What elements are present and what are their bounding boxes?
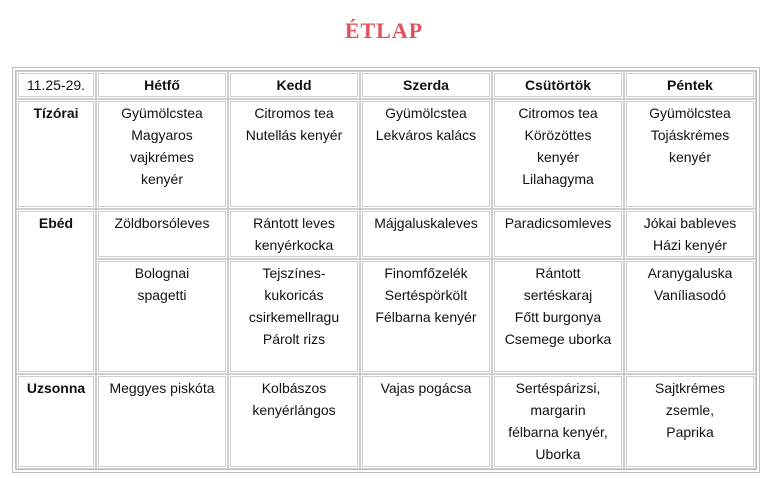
- meal-row-ebed-soup: [16, 209, 756, 259]
- menu-item-line: Sajtkrémes: [654, 380, 726, 396]
- menu-cell: [492, 374, 624, 469]
- menu-item-line: margarin: [530, 402, 586, 418]
- menu-item-line: spagetti: [137, 287, 187, 303]
- menu-cell: [360, 374, 492, 469]
- menu-item-line: Uborka: [535, 446, 581, 462]
- menu-cell: [360, 99, 492, 209]
- menu-item-line: kenyérlángos: [252, 402, 336, 418]
- menu-item-line: Vajas pogácsa: [380, 380, 472, 396]
- menu-item-line: Sertéspárizsi,: [515, 380, 601, 396]
- menu-item-line: Kolbászos: [261, 380, 327, 396]
- menu-cell: [96, 209, 228, 259]
- day-header-friday: Péntek: [624, 71, 756, 99]
- menu-item-line: Sertéspörkölt: [384, 287, 468, 303]
- menu-cell: [228, 374, 360, 469]
- menu-item-line: Finomfőzelék: [384, 265, 468, 281]
- menu-item-line: Bolognai: [134, 265, 190, 281]
- menu-cell: [624, 374, 756, 469]
- day-header-thursday: Csütörtök: [492, 71, 624, 99]
- menu-item-line: Párolt rizs: [262, 331, 326, 347]
- meal-row-tizorai: [16, 99, 756, 209]
- menu-item-line: Házi kenyér: [653, 237, 727, 253]
- menu-item-line: zsemle,: [665, 402, 715, 418]
- menu-cell: [360, 209, 492, 259]
- meal-label-tizorai: Tízórai: [16, 99, 96, 209]
- menu-item-line: Magyaros: [131, 127, 193, 143]
- menu-item-line: Lilahagyma: [522, 171, 594, 187]
- menu-cell: [624, 259, 756, 374]
- menu-item-line: kenyérkocka: [254, 237, 334, 253]
- menu-item-line: Zöldborsóleves: [114, 215, 210, 231]
- menu-item-line: kenyér: [140, 171, 184, 187]
- meal-row-ebed-main: [16, 259, 756, 374]
- menu-cell: [228, 259, 360, 374]
- menu-cell: [96, 374, 228, 469]
- menu-item-line: Nutellás kenyér: [245, 127, 343, 143]
- menu-cell: [624, 209, 756, 259]
- menu-cell: [360, 259, 492, 374]
- menu-item-line: Paprika: [666, 424, 714, 440]
- menu-item-line: vajkrémes: [130, 149, 194, 165]
- menu-item-line: Csemege uborka: [504, 331, 612, 347]
- menu-item-line: Citromos tea: [518, 105, 598, 121]
- meal-label-ebed: Ebéd: [16, 209, 96, 374]
- meal-label-uzsonna: Uzsonna: [16, 374, 96, 469]
- menu-item-line: Tejszínes-: [262, 265, 326, 281]
- menu-item-line: Májgaluskaleves: [374, 215, 478, 231]
- menu-item-line: Félbarna kenyér: [375, 309, 477, 325]
- menu-item-line: Tojáskrémes: [650, 127, 730, 143]
- header-row: [16, 71, 756, 99]
- menu-item-line: kenyér: [536, 149, 580, 165]
- menu-item-line: Jókai bableves: [643, 215, 737, 231]
- day-header-tuesday: Kedd: [228, 71, 360, 99]
- menu-item-line: csirkemellragu: [248, 309, 340, 325]
- menu-item-line: kenyér: [668, 149, 712, 165]
- menu-item-line: Gyümölcstea: [385, 105, 467, 121]
- menu-cell: [624, 99, 756, 209]
- day-header-wednesday: Szerda: [360, 71, 492, 99]
- day-header-monday: Hétfő: [96, 71, 228, 99]
- menu-cell: [492, 99, 624, 209]
- menu-item-line: Citromos tea: [254, 105, 334, 121]
- page-title: ÉTLAP: [344, 18, 424, 43]
- meal-row-uzsonna: [16, 374, 756, 469]
- menu-item-line: sertéskaraj: [523, 287, 593, 303]
- menu-item-line: Lekváros kalács: [375, 127, 477, 143]
- menu-item-line: Rántott leves: [253, 215, 335, 231]
- week-date: 11.25-29.: [16, 71, 96, 99]
- menu-item-line: félbarna kenyér,: [508, 424, 608, 440]
- menu-item-line: Vaníliasodó: [653, 287, 727, 303]
- menu-item-line: Rántott: [535, 265, 581, 281]
- menu-cell: [492, 259, 624, 374]
- menu-item-line: Gyümölcstea: [649, 105, 731, 121]
- menu-cell: [228, 209, 360, 259]
- menu-item-line: Aranygaluska: [647, 265, 733, 281]
- menu-item-line: Gyümölcstea: [121, 105, 203, 121]
- menu-cell: [96, 99, 228, 209]
- menu-cell: [96, 259, 228, 374]
- menu-item-line: kukoricás: [264, 287, 324, 303]
- menu-table: [12, 67, 760, 473]
- menu-item-line: Paradicsomleves: [504, 215, 612, 231]
- menu-cell: [492, 209, 624, 259]
- menu-item-line: Meggyes piskóta: [109, 380, 215, 396]
- menu-item-line: Körözöttes: [524, 127, 592, 143]
- menu-item-line: Főtt burgonya: [514, 309, 602, 325]
- menu-cell: [228, 99, 360, 209]
